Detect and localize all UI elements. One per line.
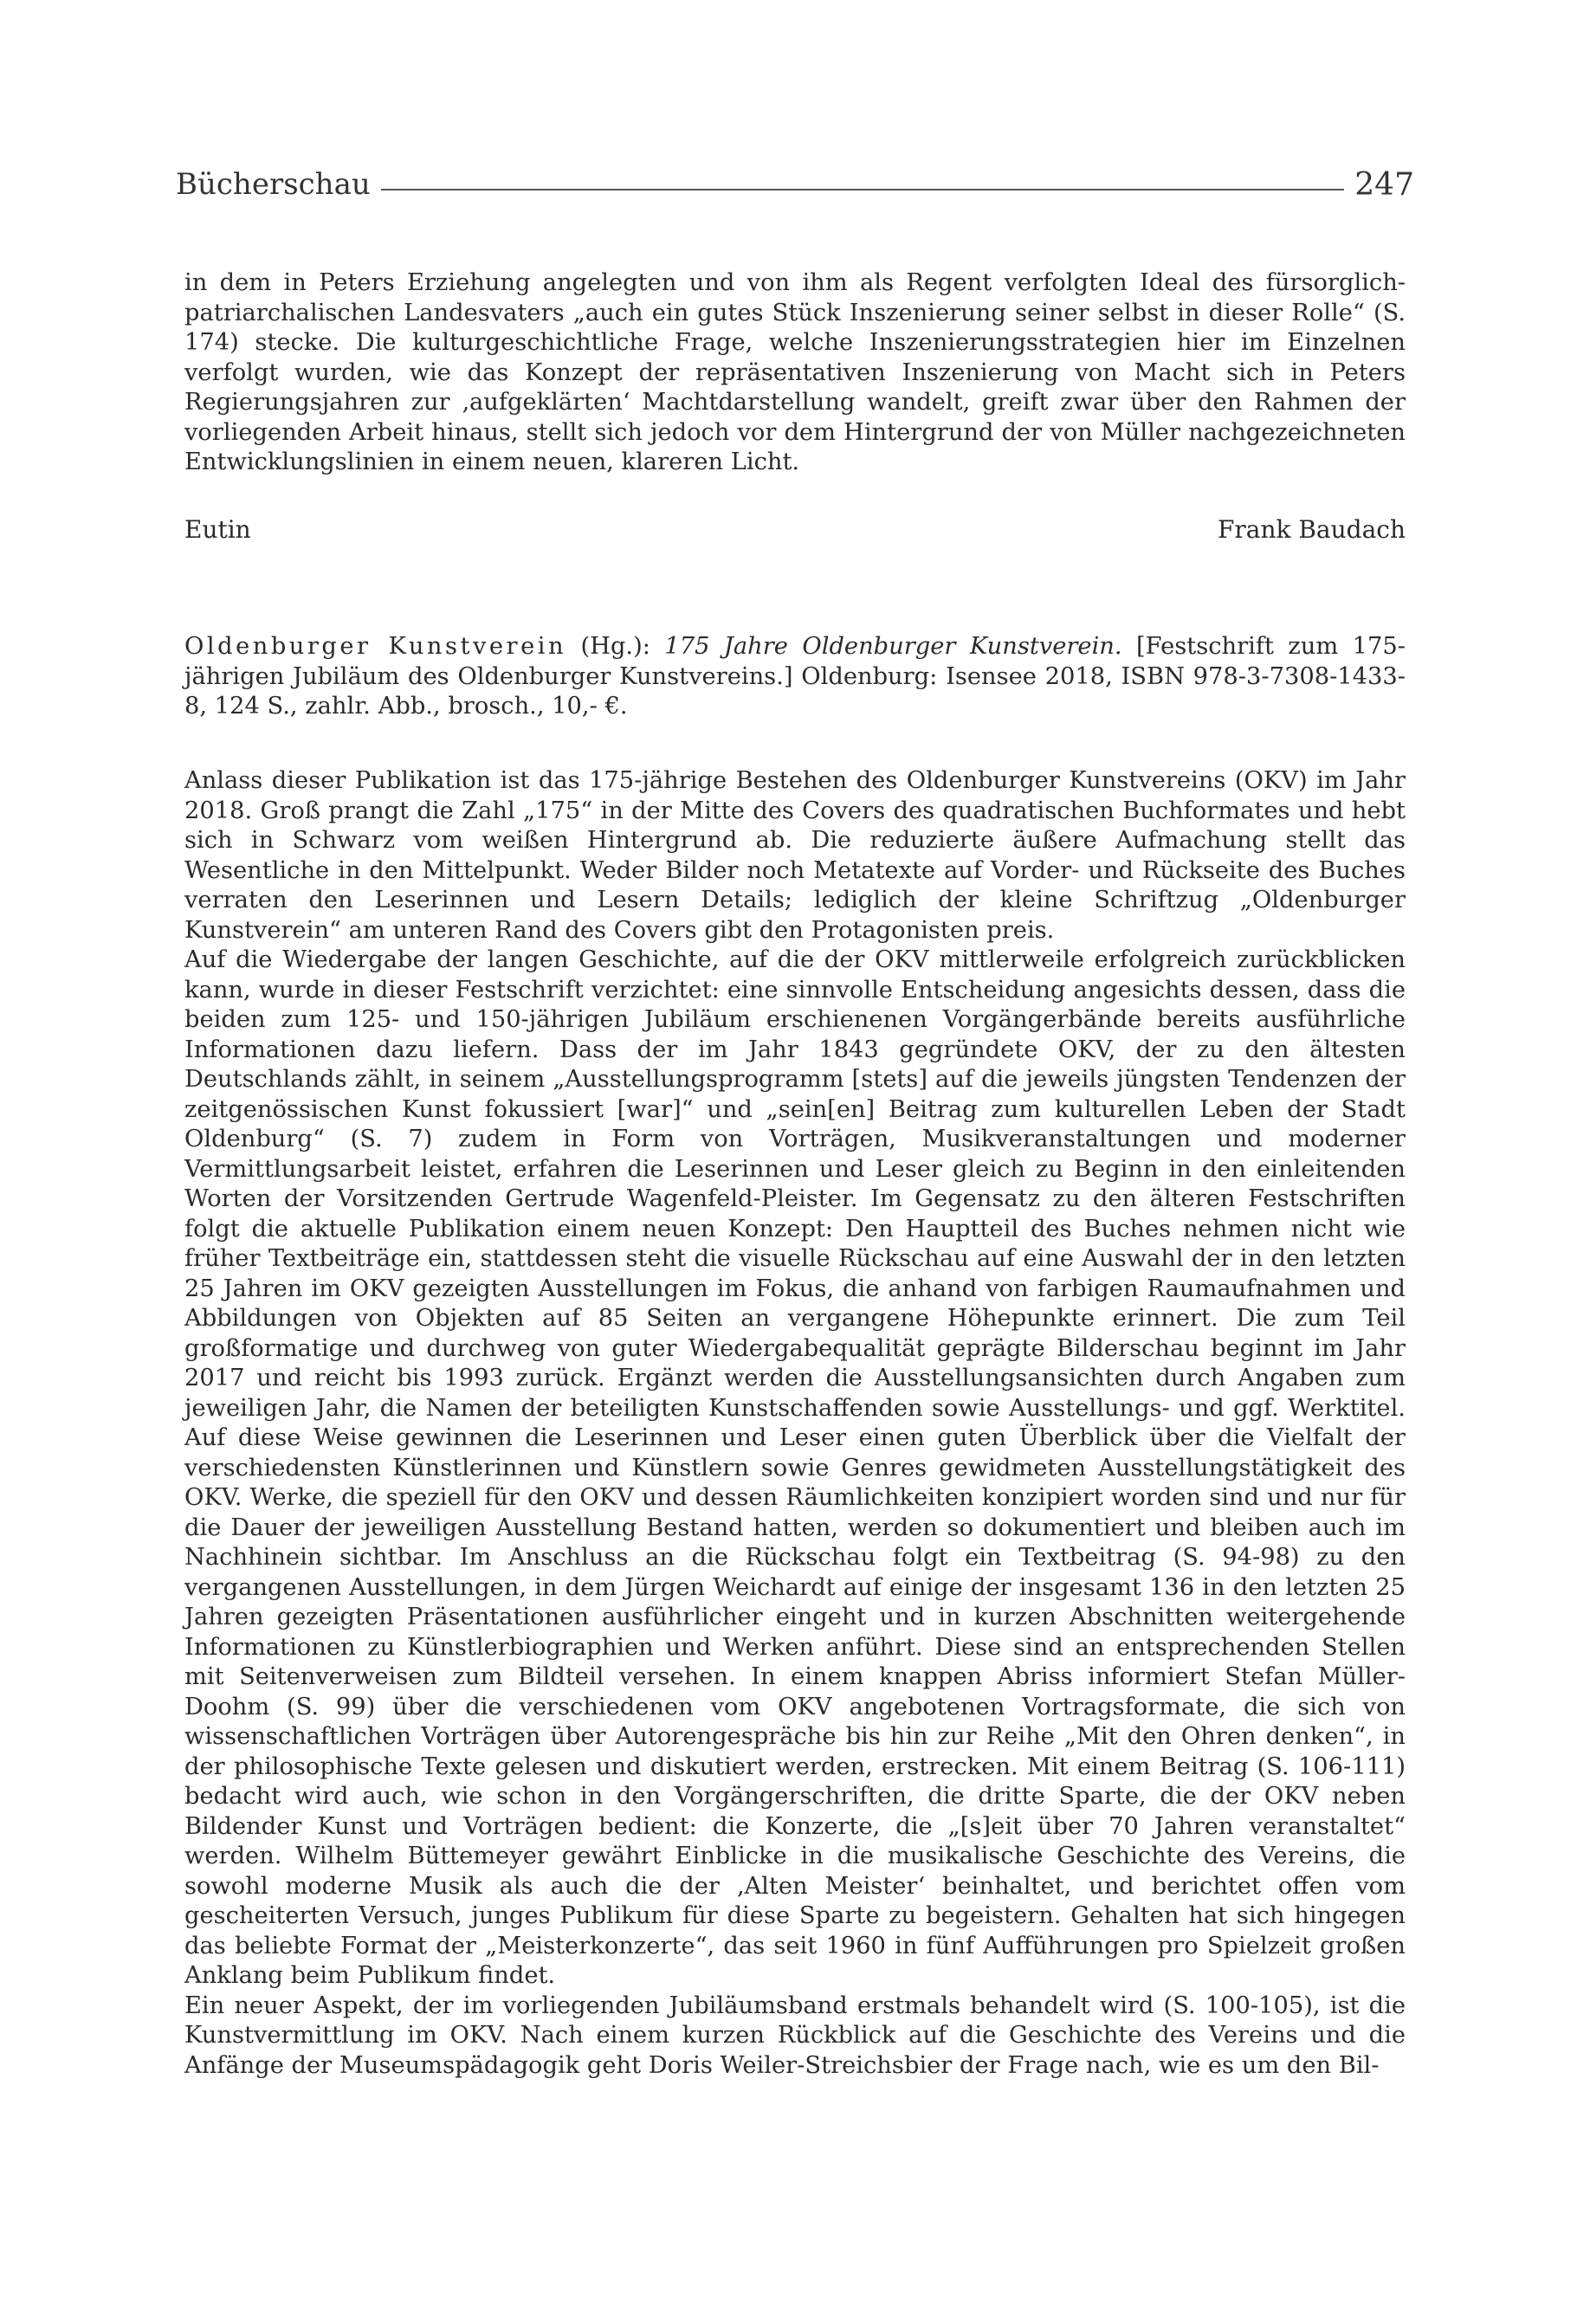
signature-reviewer: Frank Baudach bbox=[1217, 515, 1406, 544]
header-rule bbox=[381, 189, 1345, 190]
page-number: 247 bbox=[1354, 166, 1414, 203]
book-author: Oldenburger Kunstverein bbox=[184, 633, 567, 660]
previous-review-ending bbox=[184, 268, 1406, 478]
publication-details: [Festschrift zum 175-jährigen Jubiläum des Oldenburger Kunstvereins.] Oldenburg: Isensee 2018, ISBN 978-3-7308-1433-8, 124 S., zahlr. Abb., brosch., 10,- €. bbox=[184, 633, 1406, 720]
signature-place: Eutin bbox=[184, 515, 251, 544]
section-title: Bücherschau bbox=[176, 167, 371, 202]
paragraph: Ein neuer Aspekt, der im vorliegenden Jubiläumsband erstmals behandelt wird (S. 100-105), ist die Kunstvermittlung im OKV. Nach einem kurzen Rückblick auf die Geschichte des Vereins und die Anfänge der Museumspädagogik geht Doris Weiler-Streichsbier der Frage nach, wie es um den Bil- bbox=[184, 1992, 1406, 2079]
paragraph: in dem in Peters Erziehung angelegten und von ihm als Regent verfolgten Ideal des fürsorglich-patriarchalischen Landesvaters „auch ein gutes Stück Inszenierung seiner selbst in dieser Rolle“ (S. 174) stecke. Die kulturgeschichtliche Frage, welche Inszenierungsstrategien hier im Einzelnen verfolgt wurden, wie das Konzept der repräsentativen Inszenierung von Macht sich in Peters Regierungsjahren zur ‚aufgeklärten‘ Machtdarstellung wandelt, greift zwar über den Rahmen der vorliegenden Arbeit hinaus, stellt sich jedoch vor dem Hintergrund der von Müller nachgezeichneten Entwicklungslinien in einem neuen, klareren Licht. bbox=[184, 269, 1406, 475]
review-signature bbox=[184, 515, 1406, 544]
editor-note: (Hg.): bbox=[566, 633, 665, 660]
running-header bbox=[176, 161, 1414, 208]
paragraph: Auf die Wiedergabe der langen Geschichte, auf die der OKV mittlerweile erfolgreich zurückblicken kann, wurde in dieser Festschrift verzichtet: eine sinnvolle Entscheidung angesichts dessen, dass die beiden zum 125- und 150-jährigen Jubiläum erschienenen Vorgängerbände bereits ausführliche Informationen dazu liefern. Dass der im Jahr 1843 gegründete OKV, der zu den ältesten Deutschlands zählt, in seinem „Ausstellungsprogramm [stets] auf die jeweils jüngsten Tendenzen der zeitgenössischen Kunst fokussiert [war]“ und „sein[en] Beitrag zum kulturellen Leben der Stadt Oldenburg“ (S. 7) zudem in Form von Vorträgen, Musikveranstaltungen und moderner Vermittlungsarbeit leistet, erfahren die Leserinnen und Leser gleich zu Beginn in den einleitenden Worten der Vorsitzenden Gertrude Wagenfeld-Pleister. Im Gegensatz zu den älteren Festschriften folgt die aktuelle Publikation einem neuen Konzept: Den Hauptteil des Buches nehmen nicht wie früher Textbeiträge ein, stattdessen steht die visuelle Rückschau auf eine Auswahl der in den letzten 25 Jahren im OKV gezeigten Ausstellungen im Fokus, die anhand von farbigen Raumaufnahmen und Abbildungen von Objekten auf 85 Seiten an vergangene Höhepunkte erinnert. Die zum Teil großformatige und durchweg von guter Wiedergabequalität geprägte Bilderschau beginnt im Jahr 2017 und reicht bis 1993 zurück. Ergänzt werden die Ausstellungsansichten durch Angaben zum jeweiligen Jahr, die Namen der beteiligten Kunstschaffenden sowie Ausstellungs- und ggf. Werktitel. Auf diese Weise gewinnen die Leserinnen und Leser einen guten Überblick über die Vielfalt der verschiedensten Künstlerinnen und Künstlern sowie Genres gewidmeten Ausstellungstätigkeit des OKV. Werke, die speziell für den OKV und dessen Räumlichkeiten konzipiert worden sind und nur für die Dauer der jeweiligen Ausstellung Bestand hatten, werden so dokumentiert und bleiben auch im Nachhinein sichtbar. Im Anschluss an die Rückschau folgt ein Textbeitrag (S. 94-98) zu den vergangenen Ausstellungen, in dem Jürgen Weichardt auf einige der insgesamt 136 in den letzten 25 Jahren gezeigten Präsentationen ausführlicher eingeht und in kurzen Abschnitten weitergehende Informationen zu Künstlerbiographien und Werken anführt. Diese sind an entsprechenden Stellen mit Seitenverweisen zum Bildteil versehen. In einem knappen Abriss informiert Stefan Müller-Doohm (S. 99) über die verschiedenen vom OKV angebotenen Vortragsformate, die sich von wissenschaftlichen Vorträgen über Autorengespräche bis hin zur Reihe „Mit den Ohren denken“, in der philosophische Texte gelesen und diskutiert werden, erstrecken. Mit einem Beitrag (S. 106-111) bedacht wird auch, wie schon in den Vorgängerschriften, die dritte Sparte, die der OKV neben Bildender Kunst und Vorträgen bedient: die Konzerte, die „[s]eit über 70 Jahren veranstaltet“ werden. Wilhelm Büttemeyer gewährt Einblicke in die musikalische Geschichte des Vereins, die sowohl moderne Musik als auch die der ‚Alten Meister‘ beinhaltet, und berichtet offen vom gescheiterten Versuch, junges Publikum für diese Sparte zu begeistern. Gehalten hat sich hingegen das beliebte Format der „Meisterkonzerte“, das seit 1960 in fünf Aufführungen pro Spielzeit großen Anklang beim Publikum findet. bbox=[184, 946, 1406, 1989]
paragraph: Anlass dieser Publikation ist das 175-jährige Bestehen des Oldenburger Kunstvereins (OKV) im Jahr 2018. Groß prangt die Zahl „175“ in der Mitte des Covers des quadratischen Buchformates und hebt sich in Schwarz vom weißen Hintergrund ab. Die reduzierte äußere Aufmachung stellt das Wesentliche in den Mittelpunkt. Weder Bilder noch Metatexte auf Vorder- und Rückseite des Buches verraten den Leserinnen und Lesern Details; lediglich der kleine Schriftzug „Oldenburger Kunstverein“ am unteren Rand des Covers gibt den Protagonisten preis. bbox=[184, 767, 1406, 944]
book-title: 175 Jahre Oldenburger Kunstverein. bbox=[664, 633, 1122, 660]
bibliographic-entry bbox=[184, 632, 1406, 722]
review-body bbox=[184, 766, 1406, 2081]
